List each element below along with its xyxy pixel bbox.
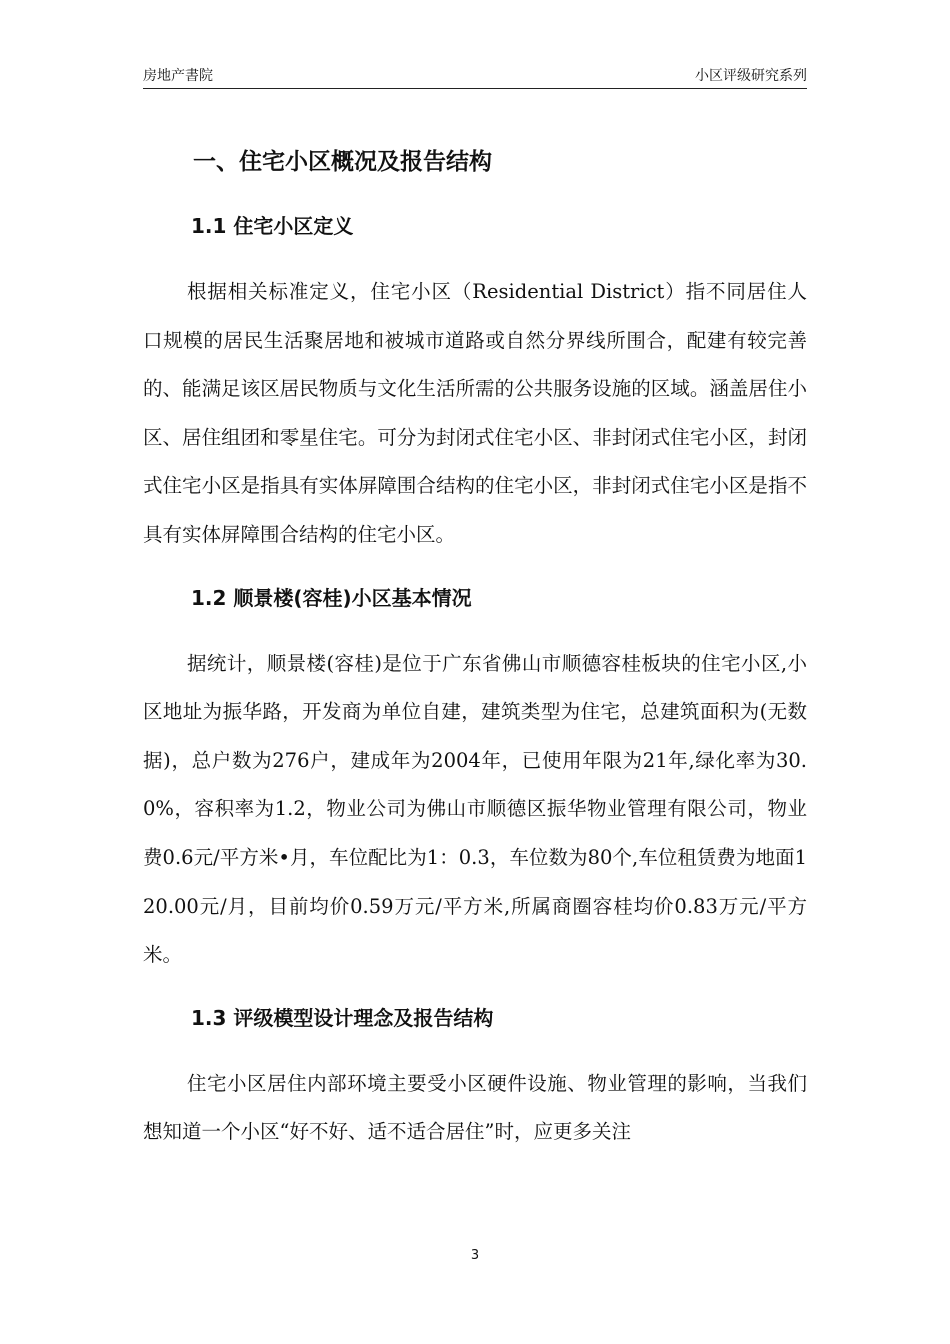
page-number: 3 bbox=[470, 1248, 480, 1263]
page-header bbox=[143, 66, 807, 89]
paragraph-basic-info: 据统计，顺景楼(容桂)是位于广东省佛山市顺德容桂板块的住宅小区,小区地址为振华路，开发商为单位自建，建筑类型为住宅，总建筑面积为(无数据)，总户数为276户，建成年为2004年，已使用年限为21年,绿化率为30.0%，容积率为1.2，物业公司为佛山市顺德区振华物业管理有限公司，物业费0.6元/平方米•月，车位配比为1：0.3，车位数为80个,车位租赁费为地面120.00元/月，目前均价0.59万元/平方米,所属商圈容桂均价0.83万元/平方米。 bbox=[143, 651, 807, 967]
page-content bbox=[143, 140, 807, 1157]
header-series: 小区评级研究系列 bbox=[695, 68, 807, 84]
paragraph-model-design: 住宅小区居住内部环境主要受小区硬件设施、物业管理的影响，当我们想知道一个小区“好不好、适不适合居住”时，应更多关注 bbox=[143, 1071, 807, 1144]
header-publisher: 房地产書院 bbox=[143, 68, 213, 84]
section-title: 一、住宅小区概况及报告结构 bbox=[193, 149, 492, 175]
subsection-title-1-3: 1.3 评级模型设计理念及报告结构 bbox=[191, 1005, 494, 1030]
paragraph-definition: 根据相关标准定义，住宅小区（Residential District）指不同居住人口规模的居民生活聚居地和被城市道路或自然分界线所围合，配建有较完善的、能满足该区居民物质与文化生活所需的公共服务设施的区域。涵盖居住小区、居住组团和零星住宅。可分为封闭式住宅小区、非封闭式住宅小区，封闭式住宅小区是指具有实体屏障围合结构的住宅小区，非封闭式住宅小区是指不具有实体屏障围合结构的住宅小区。 bbox=[143, 280, 807, 546]
subsection-title-1-1: 1.1 住宅小区定义 bbox=[191, 214, 354, 238]
subsection-title-1-2: 1.2 顺景楼(容桂)小区基本情况 bbox=[191, 585, 472, 610]
